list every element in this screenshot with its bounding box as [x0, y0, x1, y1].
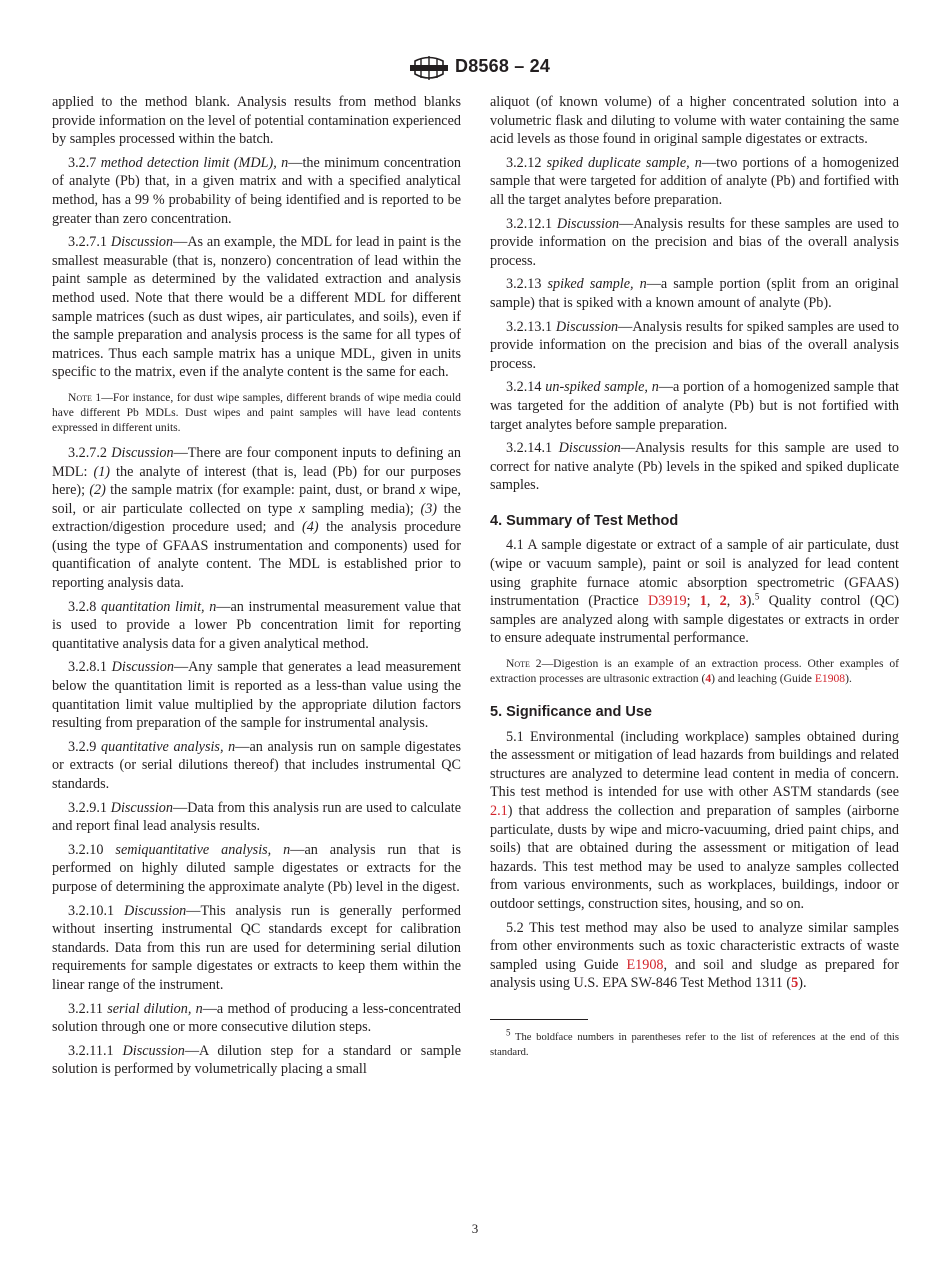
section-3-2-9-1: 3.2.9.1 Discussion—Data from this analysis run are used to calculate and report final lead analysis results. — [52, 799, 461, 835]
section-3-2-13-1: 3.2.13.1 Discussion—Analysis results for spiked samples are used to provide information on the precision and bias of the overall analysis process. — [490, 318, 899, 372]
ref-link-1[interactable]: 1 — [699, 593, 707, 610]
paragraph-continuation: applied to the method blank. Analysis results from method blanks provide information on the level of potential contamination experienced by samples processed within the batch. — [52, 94, 461, 148]
document-designation: D8568 – 24 — [455, 56, 551, 76]
section-5-1: 5.1 Environmental (including workplace) samples obtained during the assessment or mitigation of lead hazards from buildings and related structures are analyzed to determine lead content in media of concern. This test method is intended for use with other ASTM standards (see 2.1) that address the collection and preparation of samples (airborne particulate, dusts by wipe and micro-vacuuming, dried paint chips, and soils) that are obtained during the assessment or mitigation of lead hazards. This test method may be used to analyze samples collected from various environments, such as workplaces, buildings, indoor or outdoor settings, construction sites, housing, and so on. — [490, 728, 899, 912]
section-3-2-7-2: 3.2.7.2 Discussion—There are four component inputs to defining an MDL: (1) the analyte of interest (that is, lead (Pb) for our purposes here); (2) the sample matrix (for example: paint, dust, or brand x wipe, soil, or air particulate collected on type x sampling media); (3) the extraction/digestion procedure used; and (4) the analysis procedure (using the type of GFAAS instrumentation and components) used for quantification of analyte content. The MDL is established prior to reporting analysis data. — [52, 444, 462, 592]
page-header — [0, 52, 950, 86]
section-3-2-13: 3.2.13 spiked sample, n—a sample portion (split from an original sample) that is spiked with a known amount of analyte (Pb). — [490, 276, 899, 311]
link-2-1[interactable]: 2.1 — [490, 803, 508, 819]
section-3-2-12-1: 3.2.12.1 Discussion—Analysis results for these samples are used to provide information on the precision and bias of the overall analysis process. — [490, 215, 899, 269]
section-3-2-12: 3.2.12 spiked duplicate sample, n—two portions of a homogenized sample that were targeted for addition of analyte (Pb) and fortified with all the target analytes before preparation. — [490, 154, 899, 208]
footnote-marker: 5 — [754, 591, 760, 602]
section-3-2-14: 3.2.14 un-spiked sample, n—a portion of a homogenized sample that was targeted for the addition of analyte (Pb) but is not fortified with target analytes before sample preparation. — [490, 379, 900, 433]
ref-link-3[interactable]: 3 — [739, 593, 747, 610]
section-4-1: 4.1 A sample digestate or extract of a sample of air particulate, dust (wipe or vacuum sample), paint or soil is analyzed for lead content using graphite furnace atomic absorption spectrometric (GFAAS) instrumentation (Practice D3919; 1, 2, 3).$^5$ Quality control (QC) samples are analyzed along with sample digestates or extracts in order to ensure adequate instrumental performance. — [490, 537, 900, 647]
ref-link-2[interactable]: 2 — [719, 593, 727, 610]
page-number: 3 — [471, 1221, 479, 1236]
ref-link-5[interactable]: 5 — [791, 975, 799, 992]
link-e1908[interactable]: E1908 — [814, 672, 846, 686]
footnote-divider — [490, 1019, 588, 1020]
left-column — [52, 93, 461, 1084]
section-3-2-11-1: 3.2.11.1 Discussion—A dilution step for a standard or sample solution is performed by volumetrically placing a small — [52, 1042, 461, 1078]
section-3-2-10-1: 3.2.10.1 Discussion—This analysis run is generally performed without inserting instrumental QC standards except for calibration standards. Data from this run are used for determining serial dilution requirements for sample digestates or extracts to keep them within the linear range of the instrument. — [52, 902, 461, 993]
footnote-5: $^5$ The boldface numbers in parentheses refer to the list of references at the end of this standard. — [490, 1027, 899, 1058]
section-heading-4: 4. Summary of Test Method — [490, 512, 679, 529]
section-3-2-10: 3.2.10 semiquantitative analysis, n—an analysis run that is performed on highly diluted sample digestates or extracts for the purpose of determining the approximate analyte (Pb) level in the digest. — [52, 841, 461, 895]
link-d3919[interactable]: D3919 — [647, 593, 687, 610]
link-e1908-b[interactable]: E1908 — [626, 956, 664, 973]
section-3-2-8-1: 3.2.8.1 Discussion—Any sample that generates a lead measurement below the quantitation limit is reported as a less-than value using the quantitation limit value multiplied by the appropriate dilution factors resulting from preparation of the sample for instrumental analysis. — [52, 659, 461, 732]
note-2: Note 2—Digestion is an example of an extraction process. Other examples of extraction processes are ultrasonic extraction (4) and leaching (Guide E1908). — [490, 657, 899, 686]
section-3-2-8: 3.2.8 quantitation limit, n—an instrumental measurement value that is used to provide a lower Pb concentration limit for reporting quantitative analysis data for a given analytical method. — [52, 598, 461, 652]
section-3-2-14-1: 3.2.14.1 Discussion—Analysis results for this sample are used to correct for native analyte (Pb) levels in the spiked and spiked duplicate samples. — [490, 440, 899, 494]
section-3-2-7-1: 3.2.7.1 Discussion—As an example, the MDL for lead in paint is the smallest measurable (that is, nonzero) concentration of lead within the paint sample as determined by the validated extraction and analysis method used. Note that there would be a different MDL for different sample matrices (such as dust wipes, air particulates, and soils), even if the sample preparation and analysis process is the same for all types of matrices. Thus each sample matrix has a unique MDL, given in units specific to the matrix, even if the analyte content is the same for each. — [52, 234, 462, 381]
astm-logo-icon — [409, 52, 449, 84]
paragraph-continuation-right: aliquot (of known volume) of a higher concentrated solution into a volumetric flask and diluting to volume with water containing the same acid levels as those found in original sample digestates or extracts. — [490, 94, 899, 148]
section-3-2-7: 3.2.7 method detection limit (MDL), n—the minimum concentration of analyte (Pb) that, in a given matrix and with a specified analytical method, has a 99 % probability of being identified and is reported to be greater than zero concentration. — [52, 154, 462, 227]
section-3-2-9: 3.2.9 quantitative analysis, n—an analysis run on sample digestates or extracts (or serial dilutions thereof) that includes instrumental QC standards. — [52, 738, 462, 792]
note-1: Note 1—For instance, for dust wipe samples, different brands of wipe media could have different Pb MDLs. Dust wipes and paint samples will have lead contents expressed in different units. — [52, 390, 461, 434]
right-column — [490, 93, 899, 1065]
section-5-2: 5.2 This test method may also be used to analyze similar samples from other environments such as toxic characteristic extracts of waste sampled using Guide E1908, and soil and sludge as prepared for analysis using U.S. EPA SW-846 Test Method 1311 (5). — [490, 919, 899, 992]
section-3-2-11: 3.2.11 serial dilution, n—a method of producing a less-concentrated solution through one or more consecutive dilution steps. — [52, 1000, 462, 1036]
ref-link-4[interactable]: 4 — [705, 672, 712, 686]
section-heading-5: 5. Significance and Use — [490, 704, 652, 721]
